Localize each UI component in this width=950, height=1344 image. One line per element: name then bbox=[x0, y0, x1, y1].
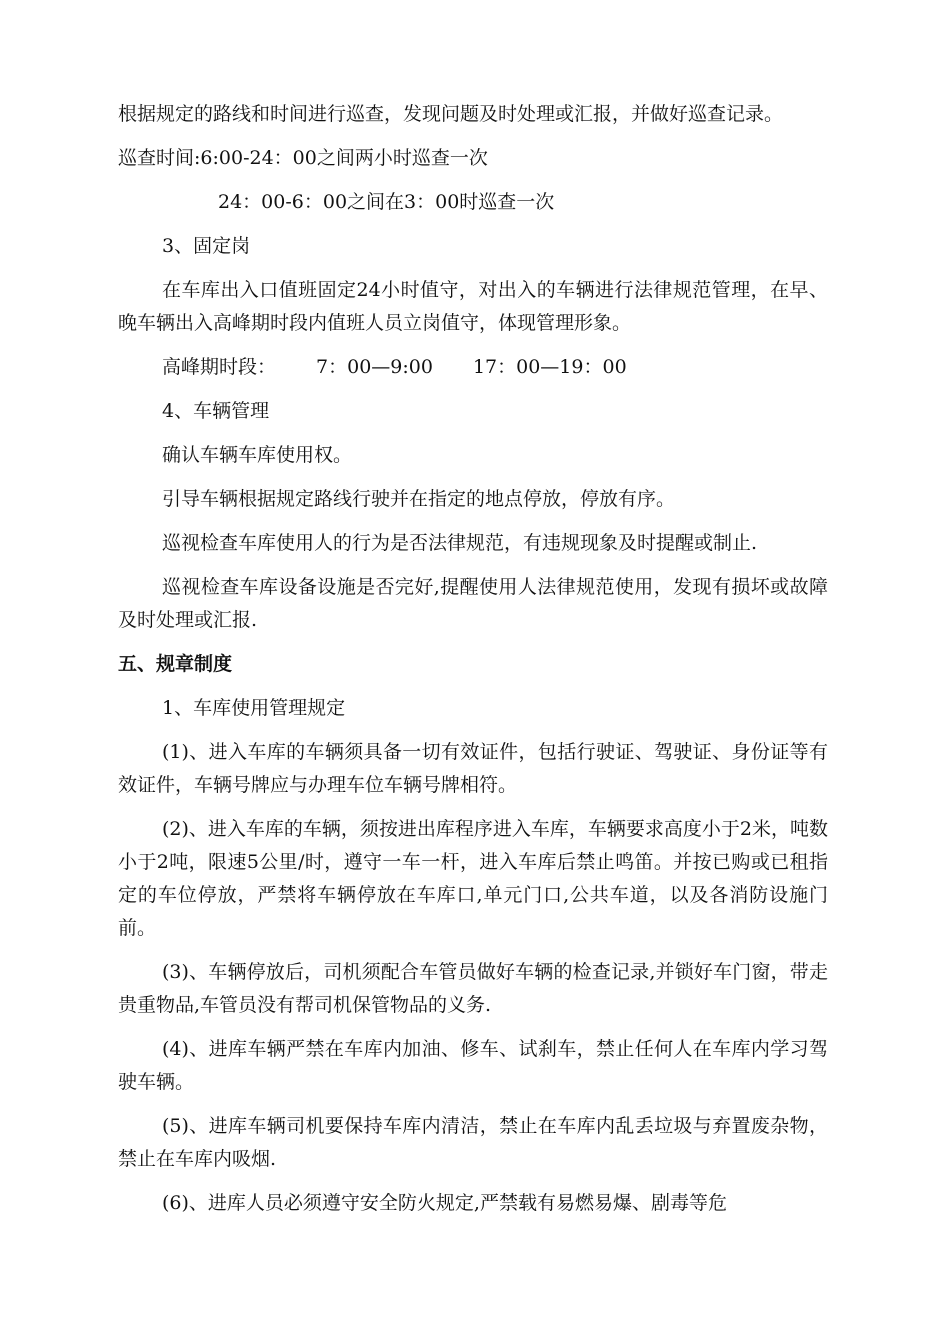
rule-item-4: (4)、进库车辆严禁在车库内加油、修车、试刹车，禁止任何人在车库内学习驾驶车辆。 bbox=[118, 1038, 828, 1093]
paragraph-patrol-time-day: 巡查时间:6:00-24：00之间两小时巡查一次 bbox=[118, 147, 488, 169]
peak-hours-label: 高峰期时段： bbox=[162, 356, 277, 378]
paragraph-guide-vehicles: 引导车辆根据规定路线行驶并在指定的地点停放，停放有序。 bbox=[162, 488, 676, 510]
paragraph-inspect-users: 巡视检查车库使用人的行为是否法律规范，有违规现象及时提醒或制止. bbox=[162, 532, 758, 554]
rule-item-6: (6)、进库人员必须遵守安全防火规定,严禁载有易燃易爆、剧毒等危 bbox=[162, 1192, 727, 1214]
heading-rules: 五、规章制度 bbox=[118, 653, 233, 675]
rule-item-5: (5)、进库车辆司机要保持车库内清洁，禁止在车库内乱丢垃圾与弃置废杂物，禁止在车库内吸烟. bbox=[118, 1115, 828, 1170]
peak-hours-morning: 7：00—9:00 bbox=[316, 356, 433, 378]
section-vehicle-management: 4、车辆管理 bbox=[162, 400, 270, 422]
section-garage-rules: 1、车库使用管理规定 bbox=[162, 697, 346, 719]
rule-item-2: (2)、进入车库的车辆，须按进出库程序进入车库，车辆要求高度小于2米，吨数小于2吨，限速5公里/时，遵守一车一杆，进入车库后禁止鸣笛。并按已购或已租指定的车位停放，严禁将车辆停放在车库口,单元门口,公共车道，以及各消防设施门前。 bbox=[118, 818, 829, 939]
rule-item-1: (1)、进入车库的车辆须具备一切有效证件，包括行驶证、驾驶证、身份证等有效证件，车辆号牌应与办理车位车辆号牌相符。 bbox=[118, 741, 828, 796]
paragraph-patrol-intro: 根据规定的路线和时间进行巡查，发现问题及时处理或汇报，并做好巡查记录。 bbox=[118, 103, 784, 125]
paragraph-patrol-time-night: 24：00-6：00之间在3：00时巡查一次 bbox=[218, 191, 555, 213]
rule-item-3: (3)、车辆停放后，司机须配合车管员做好车辆的检查记录,并锁好车门窗，带走贵重物品,车管员没有帮司机保管物品的义务. bbox=[118, 961, 828, 1016]
document-page bbox=[118, 98, 828, 1231]
paragraph-peak-hours bbox=[118, 351, 828, 384]
paragraph-confirm-rights: 确认车辆车库使用权。 bbox=[162, 444, 353, 466]
paragraph-fixed-post: 在车库出入口值班固定24小时值守，对出入的车辆进行法律规范管理，在早、晚车辆出入高峰期时段内值班人员立岗值守，体现管理形象。 bbox=[118, 279, 828, 334]
paragraph-inspect-facilities: 巡视检查车库设备设施是否完好,提醒使用人法律规范使用，发现有损坏或故障及时处理或汇报. bbox=[118, 576, 828, 631]
peak-hours-evening: 17：00—19：00 bbox=[472, 356, 627, 378]
section-fixed-post: 3、固定岗 bbox=[162, 235, 251, 257]
